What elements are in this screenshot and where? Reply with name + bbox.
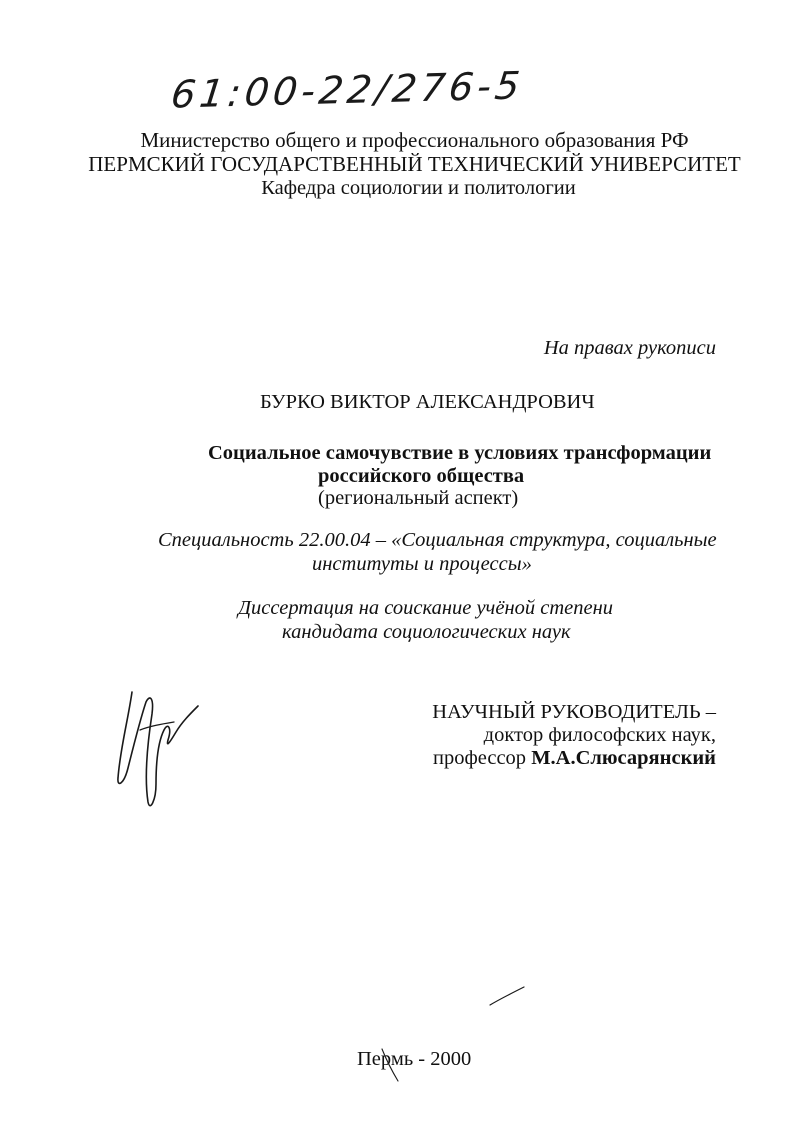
ministry-line: Министерство общего и профессионального образования РФ <box>140 128 689 152</box>
manuscript-note: На правах рукописи <box>543 337 716 359</box>
supervisor-degree: доктор философских наук, <box>483 724 716 746</box>
specialty-line-1: Специальность 22.00.04 – «Социальная структура, социальные <box>158 529 717 551</box>
pen-stroke-mark <box>488 985 528 1014</box>
author-name: БУРКО ВИКТОР АЛЕКСАНДРОВИЧ <box>260 391 595 413</box>
pen-tick-icon <box>378 1045 408 1085</box>
supervisor-heading: НАУЧНЫЙ РУКОВОДИТЕЛЬ – <box>432 701 716 723</box>
signature <box>110 680 210 825</box>
city-year: Пермь - 2000 <box>357 1048 472 1070</box>
supervisor-title <box>380 746 716 770</box>
dissertation-line-2: кандидата социологических наук <box>282 621 571 643</box>
pen-tick-mark <box>378 1045 408 1090</box>
supervisor-name: М.А.Слюсарянский <box>531 747 716 769</box>
specialty-line-2: институты и процессы» <box>312 553 532 575</box>
university-line: ПЕРМСКИЙ ГОСУДАРСТВЕННЫЙ ТЕХНИЧЕСКИЙ УНИВЕРСИТЕТ <box>88 152 741 176</box>
dissertation-line-1: Диссертация на соискание учёной степени <box>238 597 614 619</box>
supervisor-title-prefix: профессор <box>433 747 527 769</box>
department-line: Кафедра социологии и политологии <box>261 177 576 199</box>
title-subtitle: (региональный аспект) <box>318 487 519 509</box>
signature-scribble-icon <box>110 680 210 820</box>
title-line-1: Социальное самочувствие в условиях трансформации <box>208 442 712 464</box>
archive-number-handwritten: 61:00-22/276-5 <box>168 63 526 117</box>
pen-stroke-icon <box>488 985 528 1009</box>
title-line-2: российского общества <box>318 465 525 487</box>
